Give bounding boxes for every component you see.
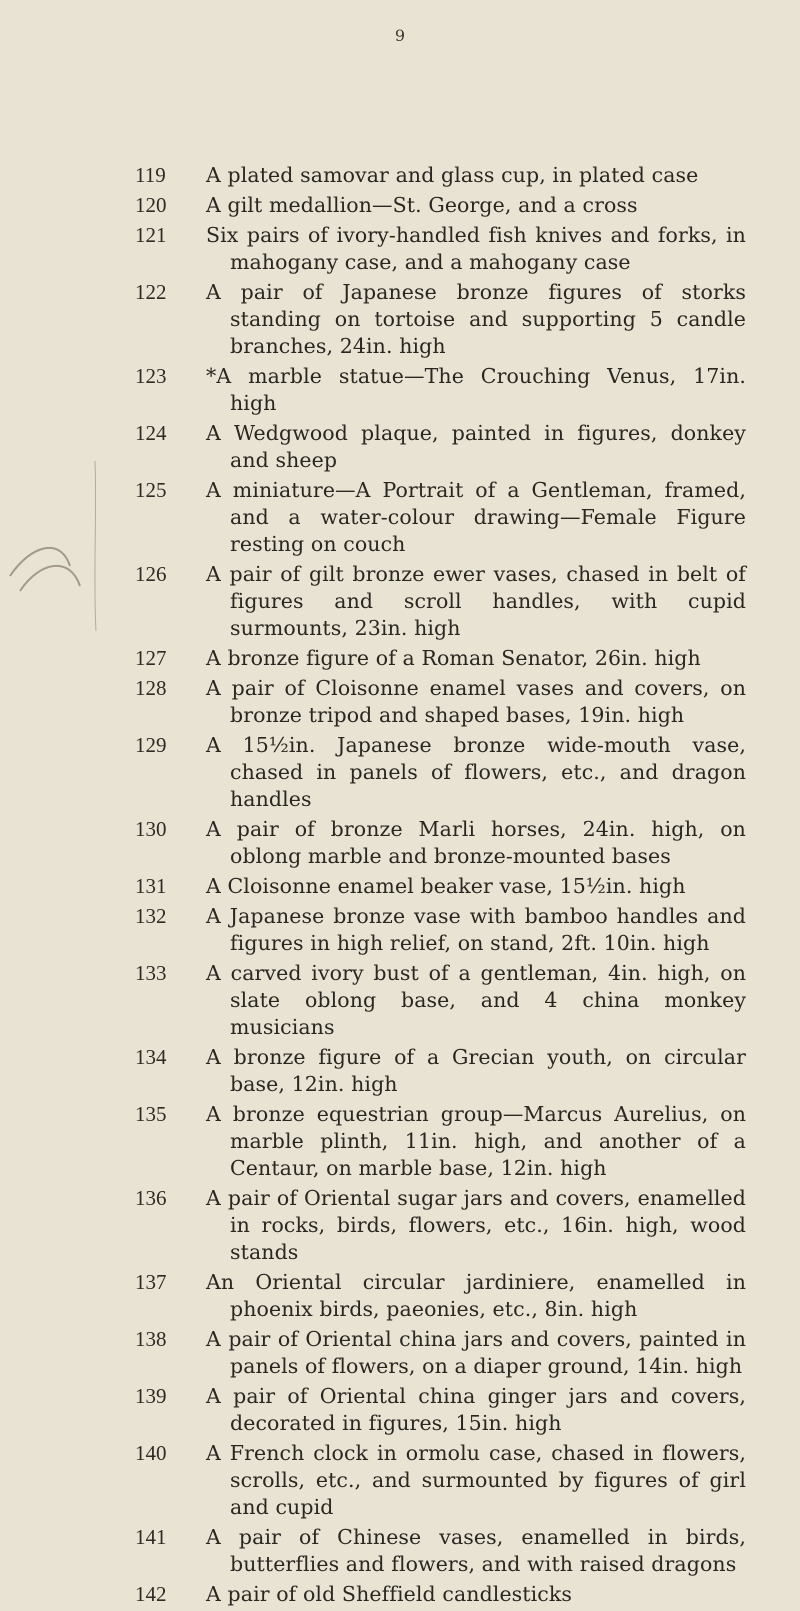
lot-entry xyxy=(0,222,746,276)
lot-description: A bronze figure of a Grecian youth, on circular base, 12in. high xyxy=(206,1045,746,1096)
lot-entry xyxy=(0,1440,746,1521)
lot-entry xyxy=(0,561,746,642)
lot-number: 131 xyxy=(135,874,167,898)
lot-number: 120 xyxy=(135,193,167,217)
lot-description: A pair of Oriental sugar jars and covers, enamelled in rocks, birds, flowers, etc., 16in. high, wood stands xyxy=(206,1186,746,1264)
lot-number: 140 xyxy=(135,1441,167,1465)
lot-entry xyxy=(0,192,746,219)
lot-number: 122 xyxy=(135,280,167,304)
lot-description: Six pairs of ivory-handled fish knives and forks, in mahogany case, and a mahogany case xyxy=(206,223,746,274)
page-number: 9 xyxy=(394,26,406,45)
lot-number: 138 xyxy=(135,1327,167,1351)
lot-entry xyxy=(0,1383,746,1437)
lot-number: 134 xyxy=(135,1045,167,1069)
lot-number: 141 xyxy=(135,1525,167,1549)
lot-number: 129 xyxy=(135,733,167,757)
lot-entry xyxy=(0,1185,746,1266)
lot-number: 132 xyxy=(135,904,167,928)
lot-description: A miniature—A Portrait of a Gentleman, framed, and a water-colour drawing—Female Figure resting on couch xyxy=(206,478,746,556)
lot-number: 119 xyxy=(135,163,166,187)
lot-description: A plated samovar and glass cup, in plated case xyxy=(206,163,699,187)
lot-entry xyxy=(0,645,746,672)
lot-description: A bronze equestrian group—Marcus Aurelius, on marble plinth, 11in. high, and another of a Centaur, on marble base, 12in. high xyxy=(206,1102,746,1180)
lot-number: 125 xyxy=(135,478,167,502)
lot-entry xyxy=(0,363,746,417)
lot-number: 136 xyxy=(135,1186,167,1210)
lot-description: A pair of Oriental china ginger jars and covers, decorated in figures, 15in. high xyxy=(206,1384,746,1435)
lot-description: A pair of Chinese vases, enamelled in birds, butterflies and flowers, and with raised dragons xyxy=(206,1525,746,1576)
lot-entry xyxy=(0,1269,746,1323)
lot-entry xyxy=(0,732,746,813)
lot-entry xyxy=(0,903,746,957)
lot-description: A bronze figure of a Roman Senator, 26in. high xyxy=(206,646,701,670)
lot-description: A Wedgwood plaque, painted in figures, donkey and sheep xyxy=(206,421,746,472)
lot-number: 137 xyxy=(135,1270,167,1294)
lot-number: 135 xyxy=(135,1102,167,1126)
lot-entry xyxy=(0,1326,746,1380)
lot-description: A Japanese bronze vase with bamboo handles and figures in high relief, on stand, 2ft. 10in. high xyxy=(206,904,746,955)
lot-entry xyxy=(0,1101,746,1182)
lot-number: 139 xyxy=(135,1384,167,1408)
lot-description: A French clock in ormolu case, chased in flowers, scrolls, etc., and surmounted by figures of girl and cupid xyxy=(206,1441,746,1519)
lot-description: A pair of Japanese bronze figures of storks standing on tortoise and supporting 5 candle branches, 24in. high xyxy=(206,280,746,358)
lot-description: A Cloisonne enamel beaker vase, 15½in. high xyxy=(206,874,686,898)
lot-description: A carved ivory bust of a gentleman, 4in. high, on slate oblong base, and 4 china monkey musicians xyxy=(206,961,746,1039)
lot-entry xyxy=(0,960,746,1041)
lot-entry xyxy=(0,873,746,900)
lot-number: 127 xyxy=(135,646,167,670)
lot-entry xyxy=(0,1044,746,1098)
lot-number: 124 xyxy=(135,421,167,445)
lot-description: A gilt medallion—St. George, and a cross xyxy=(206,193,638,217)
lot-description: An Oriental circular jardiniere, enamelled in phoenix birds, paeonies, etc., 8in. high xyxy=(206,1270,746,1321)
lot-number: 142 xyxy=(135,1582,167,1606)
lot-entry xyxy=(0,279,746,360)
lot-description: A pair of bronze Marli horses, 24in. high, on oblong marble and bronze-mounted bases xyxy=(206,817,746,868)
lot-description: A pair of Oriental china jars and covers, painted in panels of flowers, on a diaper ground, 14in. high xyxy=(206,1327,746,1378)
lot-entry xyxy=(0,420,746,474)
lot-list xyxy=(0,162,800,1611)
lot-number: 128 xyxy=(135,676,167,700)
lot-number: 121 xyxy=(135,223,167,247)
lot-description: *A marble statue—The Crouching Venus, 17in. high xyxy=(206,364,746,415)
lot-entry xyxy=(0,477,746,558)
lot-number: 123 xyxy=(135,364,167,388)
lot-entry xyxy=(0,675,746,729)
lot-description: A pair of Cloisonne enamel vases and covers, on bronze tripod and shaped bases, 19in. high xyxy=(206,676,746,727)
lot-description: A pair of old Sheffield candlesticks xyxy=(206,1582,573,1606)
lot-description: A pair of gilt bronze ewer vases, chased in belt of figures and scroll handles, with cupid surmounts, 23in. high xyxy=(206,562,746,640)
lot-number: 130 xyxy=(135,817,167,841)
lot-entry xyxy=(0,162,746,189)
lot-entry xyxy=(0,1524,746,1578)
lot-entry xyxy=(0,1581,746,1608)
lot-number: 133 xyxy=(135,961,167,985)
lot-entry xyxy=(0,816,746,870)
lot-number: 126 xyxy=(135,562,167,586)
lot-description: A 15½in. Japanese bronze wide-mouth vase, chased in panels of flowers, etc., and dragon handles xyxy=(206,733,746,811)
